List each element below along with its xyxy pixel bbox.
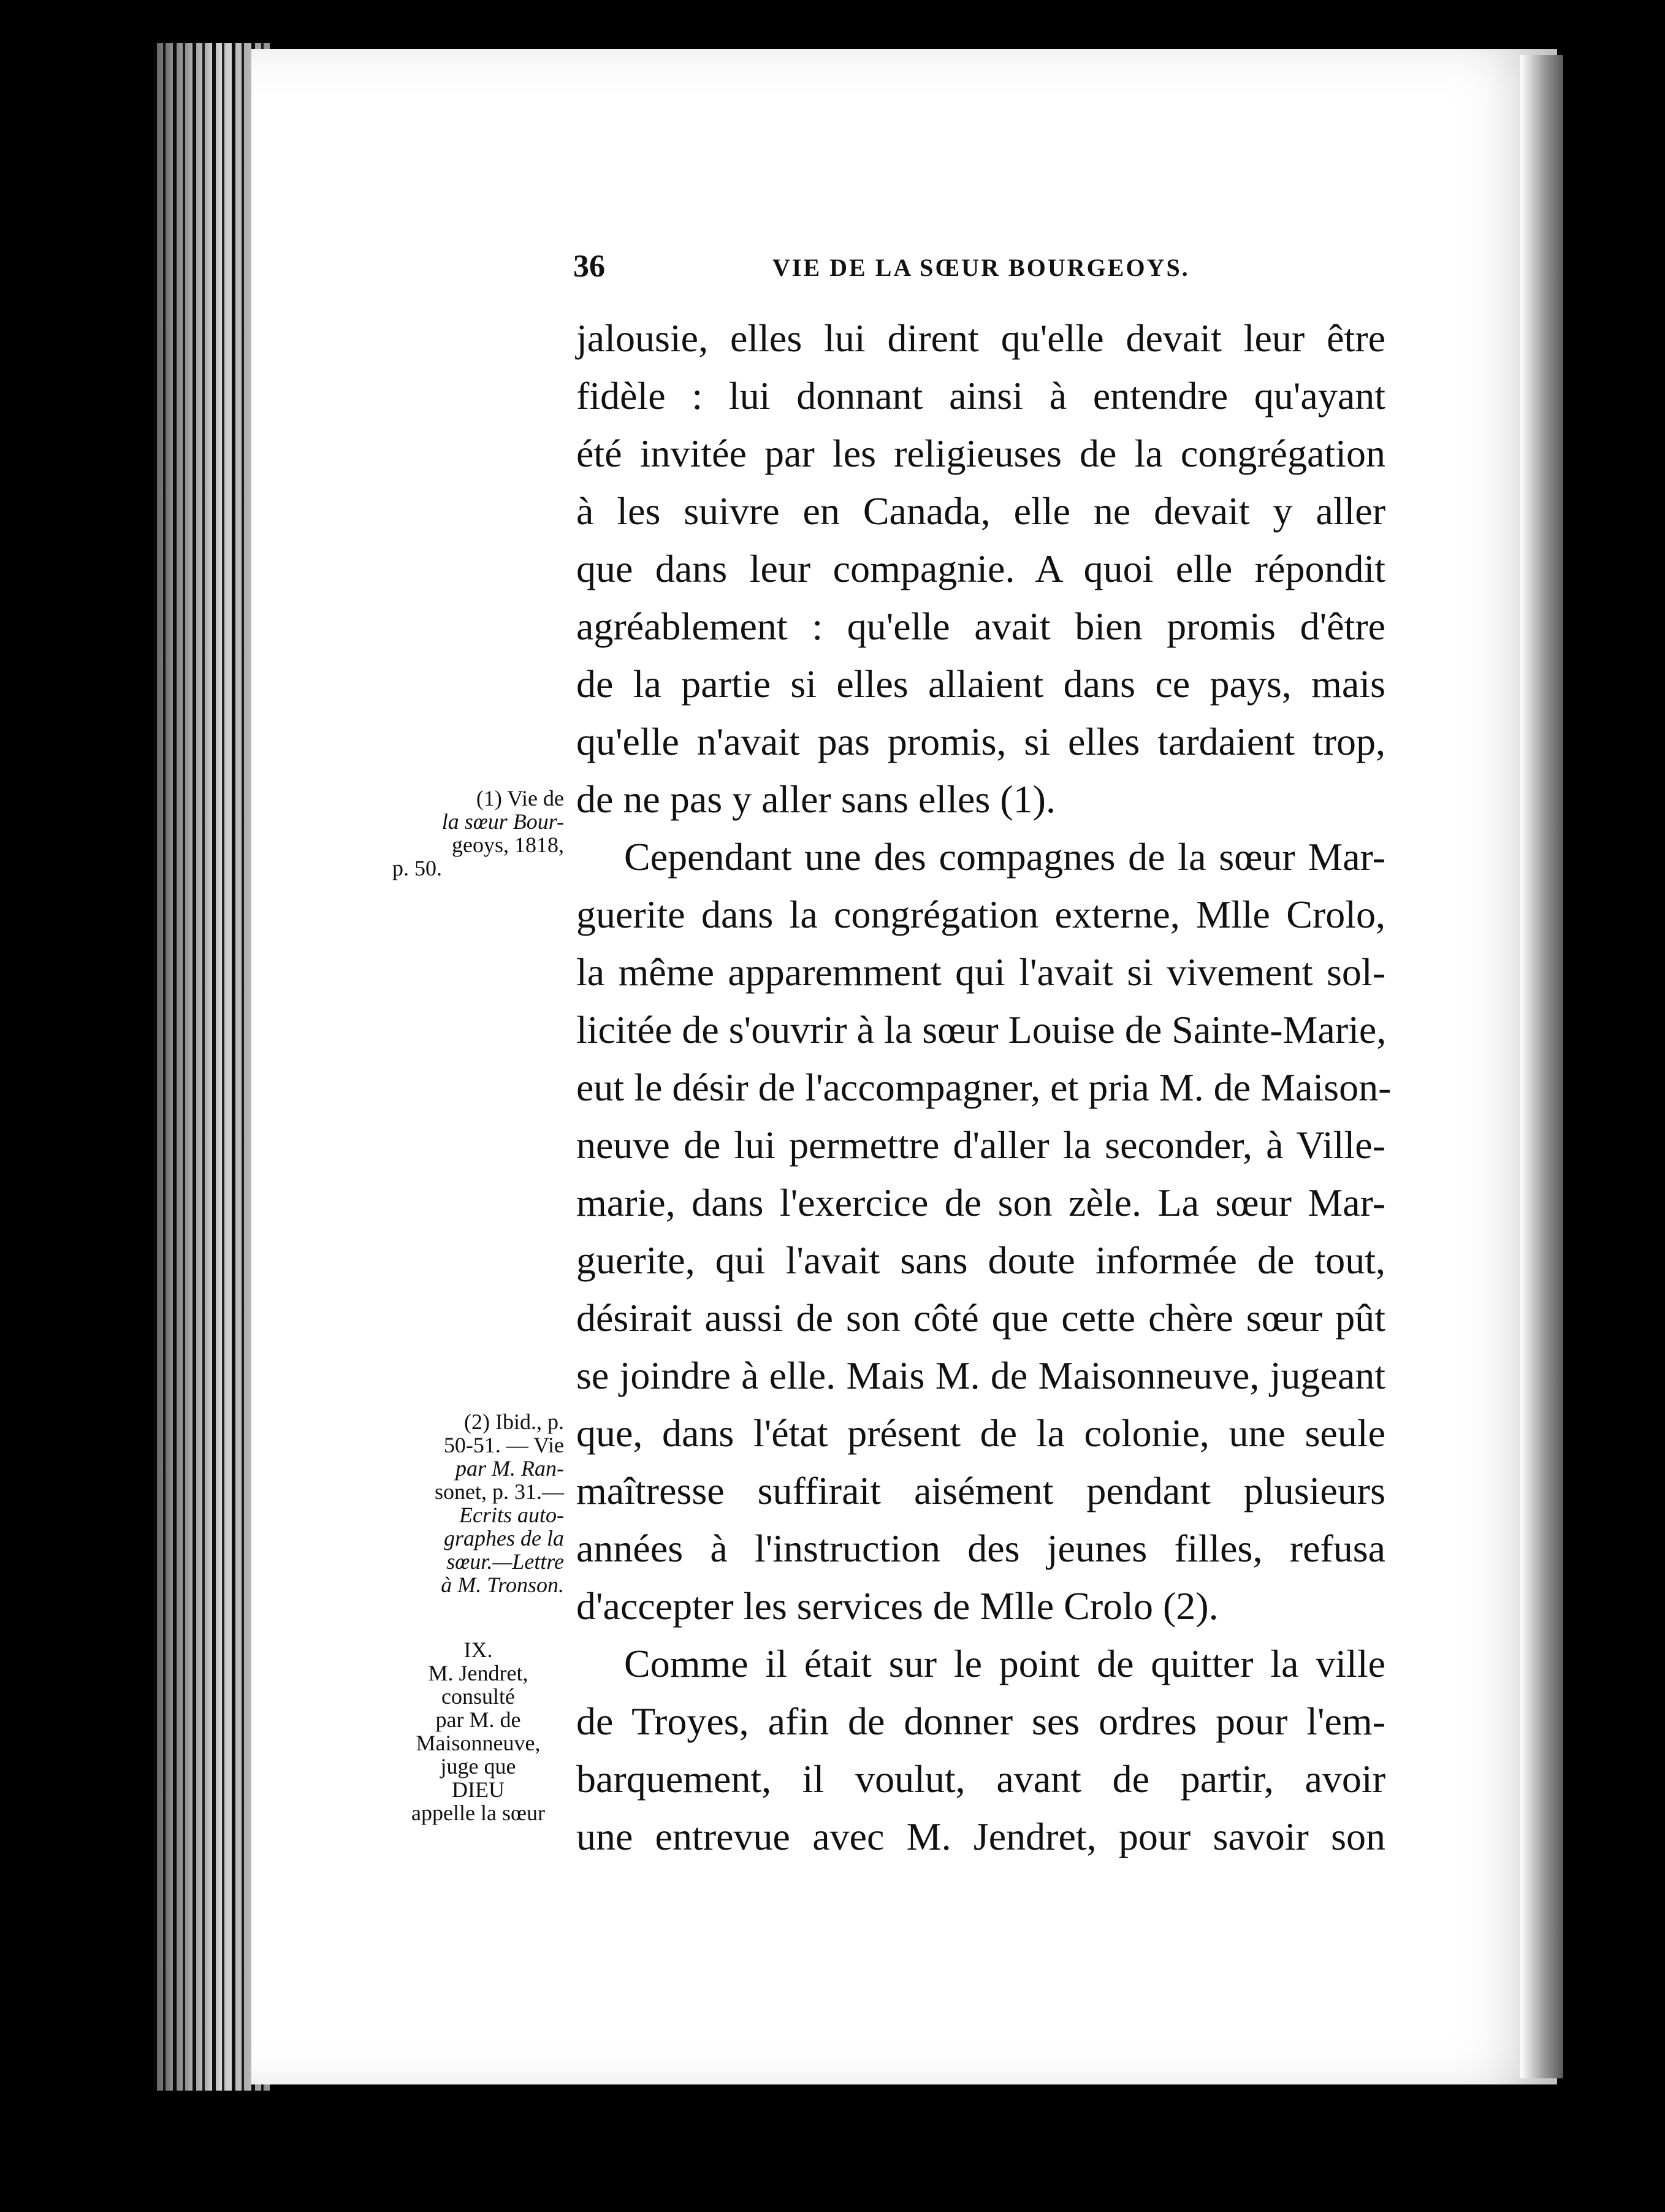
text-line: désirait aussi de son côté que cette chère sœur pût — [576, 1296, 1385, 1340]
page-fold-shadow — [1520, 55, 1563, 2078]
note-line: geoys, 1818, — [452, 833, 564, 857]
text-line: eut le désir de l'accompagner, et pria M. de Maison- — [576, 1066, 1392, 1109]
text-line: à les suivre en Canada, elle ne devait y aller — [576, 489, 1385, 533]
text-line: de la partie si elles allaient dans ce pays, mais — [576, 662, 1385, 706]
text-line: de ne pas y aller sans elles (1). — [576, 777, 1056, 821]
text-line: une entrevue avec M. Jendret, pour savoir son — [576, 1815, 1385, 1858]
text-line: licitée de s'ouvrir à la sœur Louise de Sainte-Marie, — [576, 1008, 1387, 1051]
text-line: fidèle : lui donnant ainsi à entendre qu'ayant — [576, 374, 1385, 418]
note-line: 50-51. — Vie — [443, 1433, 564, 1457]
margin-footnote-2 — [392, 1410, 564, 1596]
note-line: Ecrits auto- — [459, 1503, 564, 1527]
text-line: maîtresse suffirait aisément pendant plusieurs — [576, 1469, 1385, 1512]
text-line: que dans leur compagnie. A quoi elle répondit — [576, 547, 1385, 590]
note-line: juge que — [440, 1754, 516, 1779]
margin-footnote-1 — [392, 787, 564, 880]
text-line: qu'elle n'avait pas promis, si elles tardaient trop, — [576, 720, 1385, 763]
text-line: jalousie, elles lui dirent qu'elle devait leur être — [576, 316, 1385, 360]
running-title: VIE DE LA SŒUR BOURGEOYS. — [772, 254, 1190, 281]
note-line: sonet, p. 31.— — [435, 1479, 564, 1504]
text-line: se joindre à elle. Mais M. de Maisonneuve, jugeant — [576, 1354, 1385, 1397]
main-text — [576, 310, 1392, 1866]
note-line: Maisonneuve, — [416, 1731, 541, 1755]
note-line: par M. de — [435, 1707, 521, 1732]
text-line: la même apparemment qui l'avait si vivement sol- — [576, 950, 1385, 994]
note-line: à M. Tronson. — [441, 1573, 564, 1597]
note-line: DIEU — [452, 1777, 505, 1802]
page-number: 36 — [573, 249, 605, 284]
text-line: barquement, il voulut, avant de partir, avoir — [576, 1757, 1385, 1801]
text-line: années à l'instruction des jeunes filles, refusa — [576, 1527, 1385, 1570]
note-line: consulté — [441, 1684, 515, 1709]
text-line: guerite, qui l'avait sans doute informée de tout, — [576, 1238, 1385, 1282]
text-line: de Troyes, afin de donner ses ordres pour l'em- — [576, 1699, 1385, 1743]
note-line: graphes de la — [444, 1526, 564, 1550]
text-line: d'accepter les services de Mlle Crolo (2). — [576, 1584, 1219, 1628]
text-line: guerite dans la congrégation externe, Mlle Crolo, — [576, 893, 1385, 936]
running-header — [573, 248, 1395, 291]
margin-summary-ix — [392, 1638, 564, 1825]
text-line: que, dans l'état présent de la colonie, une seule — [576, 1411, 1385, 1455]
text-line: Comme il était sur le point de quitter la ville — [624, 1642, 1385, 1685]
text-line: été invitée par les religieuses de la congrégation — [576, 432, 1385, 475]
text-line: neuve de lui permettre d'aller la seconder, à Ville- — [576, 1123, 1385, 1167]
text-line: marie, dans l'exercice de son zèle. La sœur Mar- — [576, 1181, 1385, 1224]
note-line: (2) Ibid., p. — [464, 1409, 564, 1434]
text-line: agréablement : qu'elle avait bien promis d'être — [576, 604, 1385, 648]
note-line: p. 50. — [392, 856, 442, 880]
note-line: la sœur Bour- — [441, 809, 564, 834]
note-line: M. Jendret, — [428, 1661, 528, 1685]
note-line: (1) Vie de — [476, 786, 564, 810]
note-line: IX. — [463, 1638, 493, 1662]
note-line: par M. Ran- — [455, 1456, 564, 1481]
note-line: appelle la sœur — [411, 1801, 545, 1825]
text-line: Cependant une des compagnes de la sœur Mar- — [624, 835, 1385, 879]
note-line: sœur.—Lettre — [446, 1549, 564, 1574]
